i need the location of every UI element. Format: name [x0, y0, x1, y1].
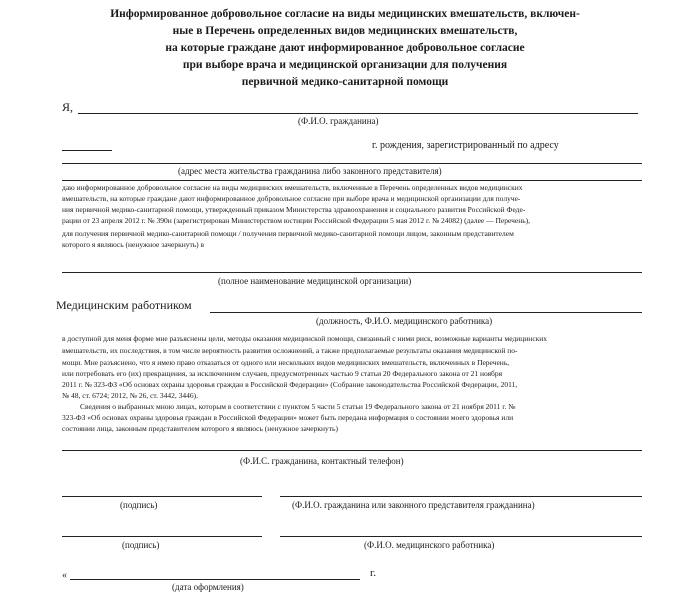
date-label: (дата оформления) [172, 582, 244, 592]
organization-line [62, 272, 642, 273]
title-line-3: на которые граждане дают информированное добровольное согласие [165, 42, 525, 54]
consent-line-3: ния первичной медико-санитарной помощи, утвержденный приказом Министерства здравоохранения и социального развития Российской Феде- [62, 205, 526, 214]
info-line-2: 323-ФЗ «Об основах охраны здоровья граждан в Российской Федерации» может быть передана информация о состоянии моего здоровья или [62, 413, 514, 422]
explanation-line-5: 2011 г. № 323-ФЗ «Об основах охраны здоровья граждан в Российской Федерации» (Собрание законодательства Российской Федерации, 2011, [62, 380, 518, 389]
explanation-line-4: или потребовать его (их) прекращения, за исключением случаев, предусмотренных частью 9 статьи 20 Федерального закона от 21 ноября [62, 369, 503, 378]
title-line-4: при выборе врача и медицинской организации для получения [182, 59, 508, 71]
organization-label: (полное наименование медицинской организации) [218, 276, 412, 286]
patient-fio-line [78, 113, 638, 114]
consent-line-1: даю информированное добровольное согласие на виды медицинских вмешательств, включенные в Перечень определенных видов медицинских [62, 183, 523, 192]
consent-line-4: рации от 23 апреля 2012 г. № 390н (зарегистрирован Министерством юстиции Российской Федерации 5 мая 2012 г. № 24082) (далее — Перечень), [62, 216, 531, 225]
consent-line-5: для получения первичной медико-санитарной помощи / получения первичной медико-санитарной помощи лицом, законным представителем [62, 229, 514, 238]
signature-line [62, 496, 262, 497]
signature-label: (подпись) [120, 500, 158, 510]
year-suffix: г. [370, 567, 377, 579]
signature-fio-line [280, 496, 642, 497]
worker-fio-label: (Ф.И.О. медицинского работника) [364, 540, 495, 550]
info-line-3: состоянии лица, законным представителем которого я являюсь (ненужное зачеркнуть) [62, 424, 338, 433]
ya-label: Я, [62, 100, 74, 114]
signature2-line [62, 536, 262, 537]
birth-text: г. рождения, зарегистрированный по адресу [372, 140, 559, 151]
explanation-line-6: № 48, ст. 6724; 2012, № 26, ст. 3442, 3446). [62, 391, 198, 400]
explanation-line-1: в доступной для меня форме мне разъяснены цели, методы оказания медицинской помощи, связанный с ними риск, возможные варианты медицинских [62, 334, 548, 343]
med-worker-label: Медицинским работником [56, 298, 192, 312]
contact-line [62, 450, 642, 451]
signature2-label: (подпись) [122, 540, 160, 550]
consent-line-2: вмешательств, на которые граждане дают информированное добровольное согласие при выборе врача и медицинской организации для получе- [62, 194, 521, 203]
signature-fio-label: (Ф.И.О. гражданина или законного представителя гражданина) [292, 500, 535, 510]
contact-label: (Ф.И.С. гражданина, контактный телефон) [240, 456, 404, 466]
address-label: (адрес места жительства гражданина либо законного представителя) [178, 166, 442, 176]
birth-year-line [62, 150, 112, 151]
med-worker-fio-label: (должность, Ф.И.О. медицинского работника) [316, 316, 493, 326]
title-line-2: ные в Перечень определенных видов медицинских вмешательств, [172, 25, 518, 37]
med-worker-line [210, 312, 642, 313]
title-line-5: первичной медико-санитарной помощи [241, 76, 449, 88]
consent-line-6: которого я являюсь (ненужное зачеркнуть) в [62, 240, 205, 249]
date-quote: « [62, 570, 67, 581]
patient-fio-label: (Ф.И.О. гражданина) [298, 116, 379, 126]
info-line-1: Сведения о выбранных мною лицах, которым в соответствии с пунктом 5 части 5 статьи 19 Федерального закона от 21 ноября 2011 г. № [80, 402, 516, 411]
explanation-line-3: мощи. Мне разъяснено, что я имею право отказаться от одного или нескольких видов медицинских вмешательств, включенных в Перечень, [62, 358, 510, 367]
date-line [70, 579, 360, 580]
address-line-2 [62, 180, 642, 181]
worker-fio-line [280, 536, 642, 537]
title-line-1: Информированное добровольное согласие на виды медицинских вмешательств, включен- [110, 8, 580, 20]
explanation-line-2: вмешательств, их последствия, в том числе вероятность развития осложнений, а также предполагаемые результаты оказания медицинской по- [62, 346, 518, 355]
address-line [62, 163, 642, 164]
